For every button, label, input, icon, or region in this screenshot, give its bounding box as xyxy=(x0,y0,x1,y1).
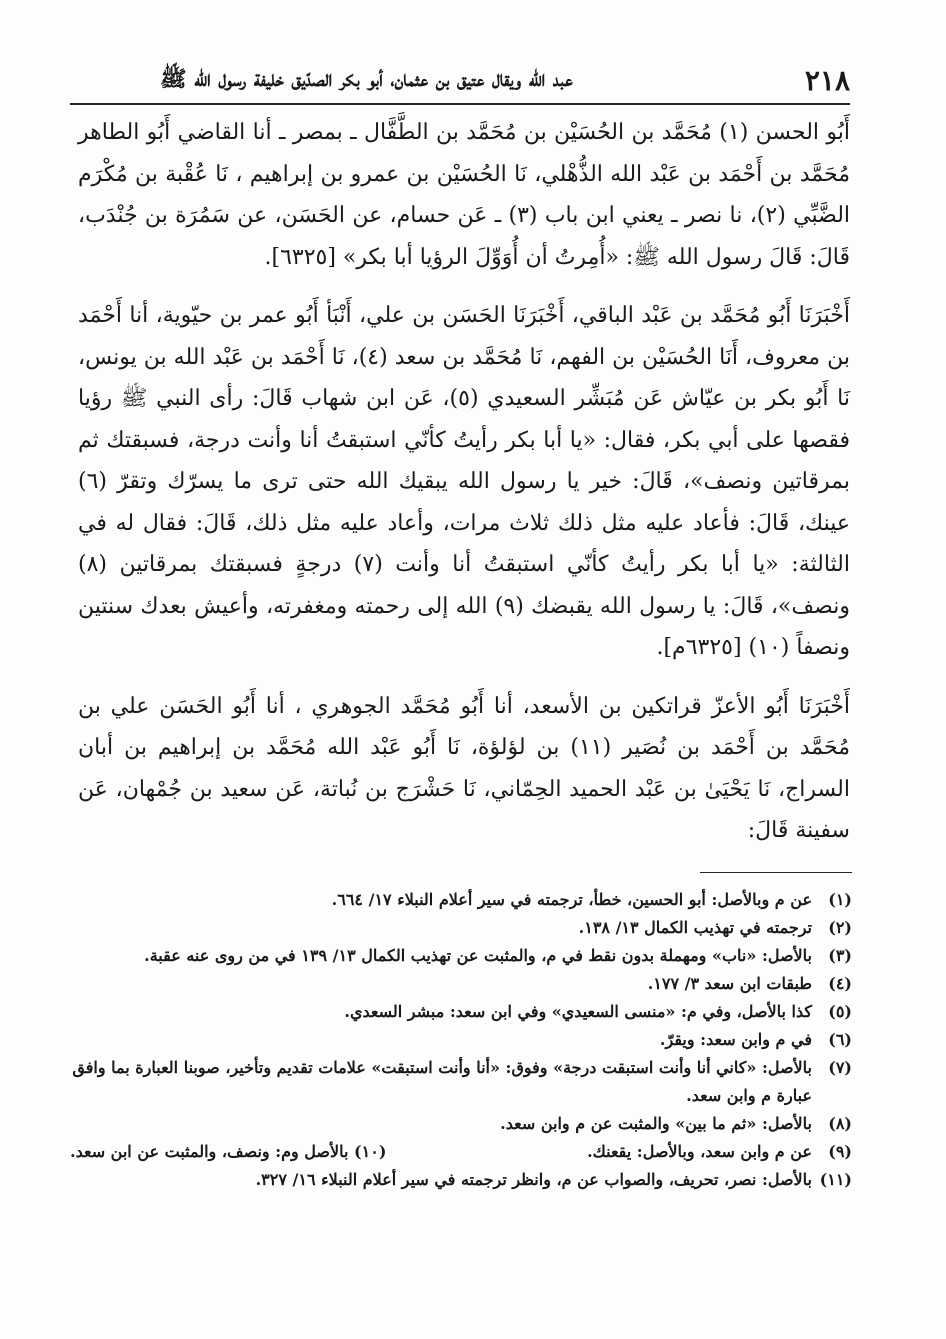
footnote-number: (٥) xyxy=(828,1002,852,1021)
text-line: بمرقاتين (٨) ونصف»، قَالَ: يا رسول الله يقبضك (٩) الله إلى رحمته ومغفرته، وأعيش xyxy=(78,552,850,619)
page-number: ٢١٨ xyxy=(804,64,850,97)
footnote-text xyxy=(70,1138,812,1166)
footnote-9-10 xyxy=(70,1138,852,1166)
footnote-10-number: (١٠) xyxy=(354,1142,387,1161)
text-line: قَالَ: قَالَ رسول الله ﷺ: «أُمِرتُ أن أُوَوِّلَ الرؤيا أبا بكر» [٦٣٢٥]. xyxy=(264,244,850,270)
footnote-text: في م وابن سعد: ويقرّ. xyxy=(659,1030,812,1049)
footnote-2 xyxy=(70,914,852,942)
text-line: أَخْبَرَنَا أَبُو الأعزّ قراتكين بن الأسعد، أنا أَبُو مُحَمَّد الجوهري ، أنا أَبُو الحَسَن xyxy=(159,693,850,719)
footnote-number: (٣) xyxy=(828,946,852,965)
footnote-1 xyxy=(70,886,852,914)
footnote-7 xyxy=(70,1054,852,1110)
paragraph-3 xyxy=(78,686,850,852)
footnote-3 xyxy=(70,942,852,970)
footnote-number: (١١) xyxy=(819,1170,852,1189)
text-line: يسرّك وتقرّ (٦) عينك، قَالَ: فأعاد عليه مثل ذلك ثلاث مرات، وأعاد عليه مثل ذلك، xyxy=(78,469,850,536)
footnote-text: بالأصل: «كاني أنا وأنت استبقت درجة» وفوق: «أنا وأنت استبقت» علامات تقديم وتأخير، صوبنا العبارة بما وافق عبارة م وابن سعد. xyxy=(72,1058,812,1105)
footnote-text: ترجمته في تهذيب الكمال ١٣/ ١٣٨. xyxy=(578,918,812,937)
page-header xyxy=(70,55,850,105)
text-line: علي بن مُحَمَّد بن أَحْمَد بن نُصَير (١١) بن لؤلؤة، نَا أَبُو عَبْد الله مُحَمَّد بن إبراهيم بن xyxy=(78,693,850,760)
text-line: عَبْد الله بن يونس، نَا أَبُو بكر بن عيّاش عَن مُبَشِّر السعيدي (٥)، عَن ابن شهاب قَالَ: xyxy=(78,344,851,411)
footnote-text: عن م وبالأصل: أبو الحسين، خطأ، ترجمته في سير أعلام النبلاء ١٧/ ٦٦٤. xyxy=(331,890,812,909)
footnote-5 xyxy=(70,998,852,1026)
main-text xyxy=(78,112,850,852)
footnote-8 xyxy=(70,1110,852,1138)
text-line: مُحَمَّد بن أَحْمَد بن عَبْد الله الذُّهْلي، نَا الحُسَيْن بن عمرو بن إبراهيم ، نَا عُقْبة بن مُكْرَم xyxy=(78,161,850,187)
footnote-9-text: عن م وابن سعد، وبالأصل: يقعنك. xyxy=(587,1142,812,1161)
text-line: أنا أَحْمَد بن معروف، أَنَا الحُسَيْن بن الفهم، نَا مُحَمَّد بن سعد (٤)، نَا أَحْمَد بن xyxy=(78,303,850,370)
footnote-10-text: بالأصل وم: ونصف، والمثبت عن ابن سعد. xyxy=(70,1142,349,1161)
text-line: رأى النبي ﷺ رؤيا فقصها على أبي بكر، فقال: «يا أبا بكر رأيتُ كأنّي استبقتُ أنا وأنت xyxy=(78,386,850,453)
paragraph-2 xyxy=(78,295,850,669)
footnote-6 xyxy=(70,1026,852,1054)
footnote-number: (٩) xyxy=(828,1142,852,1161)
footnote-text: بالأصل: نصر، تحريف، والصواب عن م، وانظر ترجمته في سير أعلام النبلاء ١٦/ ٣٢٧. xyxy=(255,1170,812,1189)
footnote-text: بالأصل: «ثم ما بين» والمثبت عن م وابن سعد. xyxy=(500,1114,812,1133)
footnote-text: طبقات ابن سعد ٣/ ١٧٧. xyxy=(647,974,812,993)
text-line: جُمْهان، عَن سفينة قَالَ: xyxy=(78,776,850,843)
footnote-number: (٢) xyxy=(828,918,852,937)
footnote-10 xyxy=(70,1138,386,1166)
footnote-number: (٦) xyxy=(828,1030,852,1049)
footnote-number: (٧) xyxy=(828,1058,852,1077)
footnote-number: (٨) xyxy=(828,1114,852,1133)
footnote-text: بالأصل: «ناب» ومهملة بدون نقط في م، والمثبت عن تهذيب الكمال ١٣/ ١٣٩ في من روى عنه عقبة. xyxy=(144,946,812,965)
footnote-11 xyxy=(70,1166,852,1194)
paragraph-1 xyxy=(78,112,850,278)
footnote-number: (١) xyxy=(828,890,852,909)
footnote-text: كذا بالأصل، وفي م: «منسى السعيدي» وفي ابن سعد: مبشر السعدي. xyxy=(344,1002,812,1021)
footnote-4 xyxy=(70,970,852,998)
footnotes xyxy=(70,886,852,1194)
text-line: درجة، فسبقتك ثم بمرقاتين ونصف»، قَالَ: خير يا رسول الله يبقيك الله حتى ترى ما xyxy=(78,427,851,494)
footnote-number: (٤) xyxy=(828,974,852,993)
text-line: الضَّبِّي (٢)، نا نصر ـ يعني ابن باب (٣) ـ عَن حسام، عن الحَسَن، عن سَمُرَة بن جُنْدَب، xyxy=(78,203,851,228)
footnote-divider xyxy=(700,872,852,873)
text-line: أبان السراج، نَا يَحْيَىٰ بن عَبْد الحميد الحِمّاني، نَا حَشْرَج بن نُباتة، عَن سعيد بن xyxy=(78,735,850,802)
text-line: قَالَ: فقال له في الثالثة: «يا أبا بكر رأيتُ كأنّي استبقتُ أنا وأنت (٧) درجةٍ فسبقتك xyxy=(78,510,850,577)
text-line: أَخْبَرَنَا أَبُو مُحَمَّد بن عَبْد الباقي، أَخْبَرَنَا الحَسَن بن علي، أَنْبَأ أَبُو عمر بن حيّوية، xyxy=(155,303,850,328)
running-head: عبد الله ويقال عتيق بن عثمان، أبو بكر الصدّيق خليفة رسول الله ﷺ xyxy=(160,66,573,92)
text-line: أَبُو الحسن (١) مُحَمَّد بن الحُسَيْن بن مُحَمَّد بن الطَّفَّال ـ بمصر ـ أنا القاضي أَبُو الطاهر xyxy=(78,120,850,145)
text-line: بعدك سنتين ونصفاً (١٠) [٦٣٢٥م]. xyxy=(78,593,850,660)
